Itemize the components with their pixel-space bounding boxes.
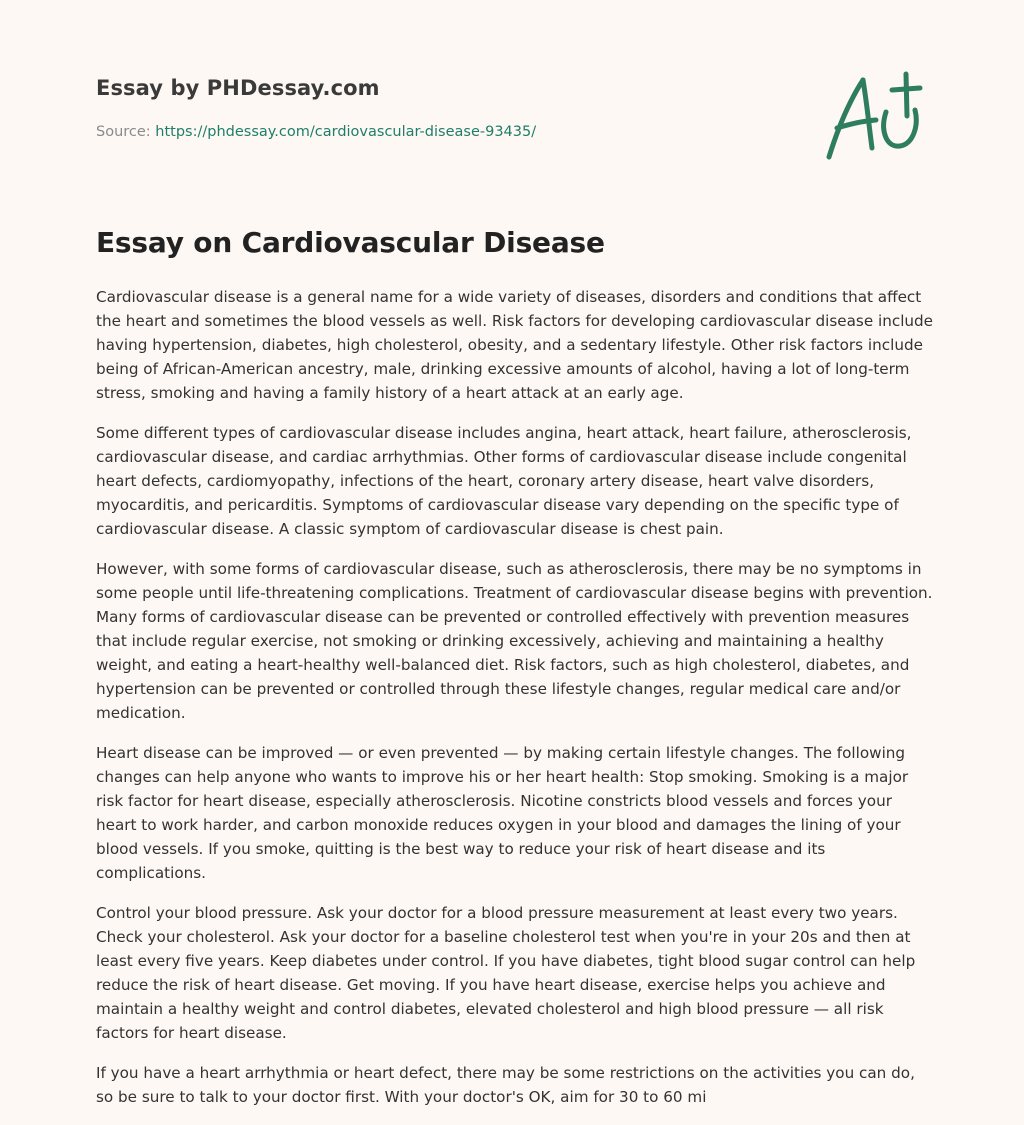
- a-plus-logo-icon: [820, 68, 928, 164]
- source-line: [96, 124, 536, 140]
- site-title: Essay by PHDessay.com: [96, 76, 380, 100]
- essay-title: Essay on Cardiovascular Disease: [96, 226, 605, 259]
- source-label: Source:: [96, 124, 151, 140]
- essay-paragraph: Some different types of cardiovascular disease includes angina, heart attack, heart failure, atherosclerosis, cardiovascular disease, and cardiac arrhythmias. Other forms of cardiovascular disease include congenital heart defects, cardiomyopathy, infections of the heart, coronary artery disease, heart valve disorders, myocarditis, and pericarditis. Symptoms of cardiovascular disease vary depending on the specific type of cardiovascular disease. A classic symptom of cardiovascular disease is chest pain.: [96, 424, 912, 538]
- essay-paragraph: If you have a heart arrhythmia or heart defect, there may be some restrictions on the activities you can do, so be sure to talk to your doctor first. With your doctor's OK, aim for 30 to 60 mi: [96, 1064, 915, 1106]
- source-link[interactable]: https://phdessay.com/cardiovascular-disease-93435/: [155, 124, 537, 140]
- essay-paragraph: Cardiovascular disease is a general name for a wide variety of diseases, disorders and conditions that affect the heart and sometimes the blood vessels as well. Risk factors for developing cardiovascular disease include having hypertension, diabetes, high cholesterol, obesity, and a sedentary lifestyle. Other risk factors include being of African-American ancestry, male, drinking excessive amounts of alcohol, having a lot of long-term stress, smoking and having a family history of a heart attack at an early age.: [96, 288, 934, 402]
- essay-paragraph: Control your blood pressure. Ask your doctor for a blood pressure measurement at least every two years. Check your cholesterol. Ask your doctor for a baseline cholesterol test when you're in your 20s and then at least every five years. Keep diabetes under control. If you have diabetes, tight blood sugar control can help reduce the risk of heart disease. Get moving. If you have heart disease, exercise helps you achieve and maintain a healthy weight and control diabetes, elevated cholesterol and high blood pressure — all risk factors for heart disease.: [96, 904, 916, 1042]
- essay-paragraph: However, with some forms of cardiovascular disease, such as atherosclerosis, there may be no symptoms in some people until life-threatening complications. Treatment of cardiovascular disease begins with prevention. Many forms of cardiovascular disease can be prevented or controlled effectively with prevention measures that include regular exercise, not smoking or drinking excessively, achieving and maintaining a healthy weight, and eating a heart-healthy well-balanced diet. Risk factors, such as high cholesterol, diabetes, and hypertension can be prevented or controlled through these lifestyle changes, regular medical care and/or medication.: [96, 560, 933, 722]
- essay-paragraph: Heart disease can be improved — or even prevented — by making certain lifestyle changes. The following changes can help anyone who wants to improve his or her heart health: Stop smoking. Smoking is a major risk factor for heart disease, especially atherosclerosis. Nicotine constricts blood vessels and forces your heart to work harder, and carbon monoxide reduces oxygen in your blood and damages the lining of your blood vessels. If you smoke, quitting is the best way to reduce your risk of heart disease and its complications.: [96, 744, 909, 882]
- essay-body: [96, 285, 936, 1125]
